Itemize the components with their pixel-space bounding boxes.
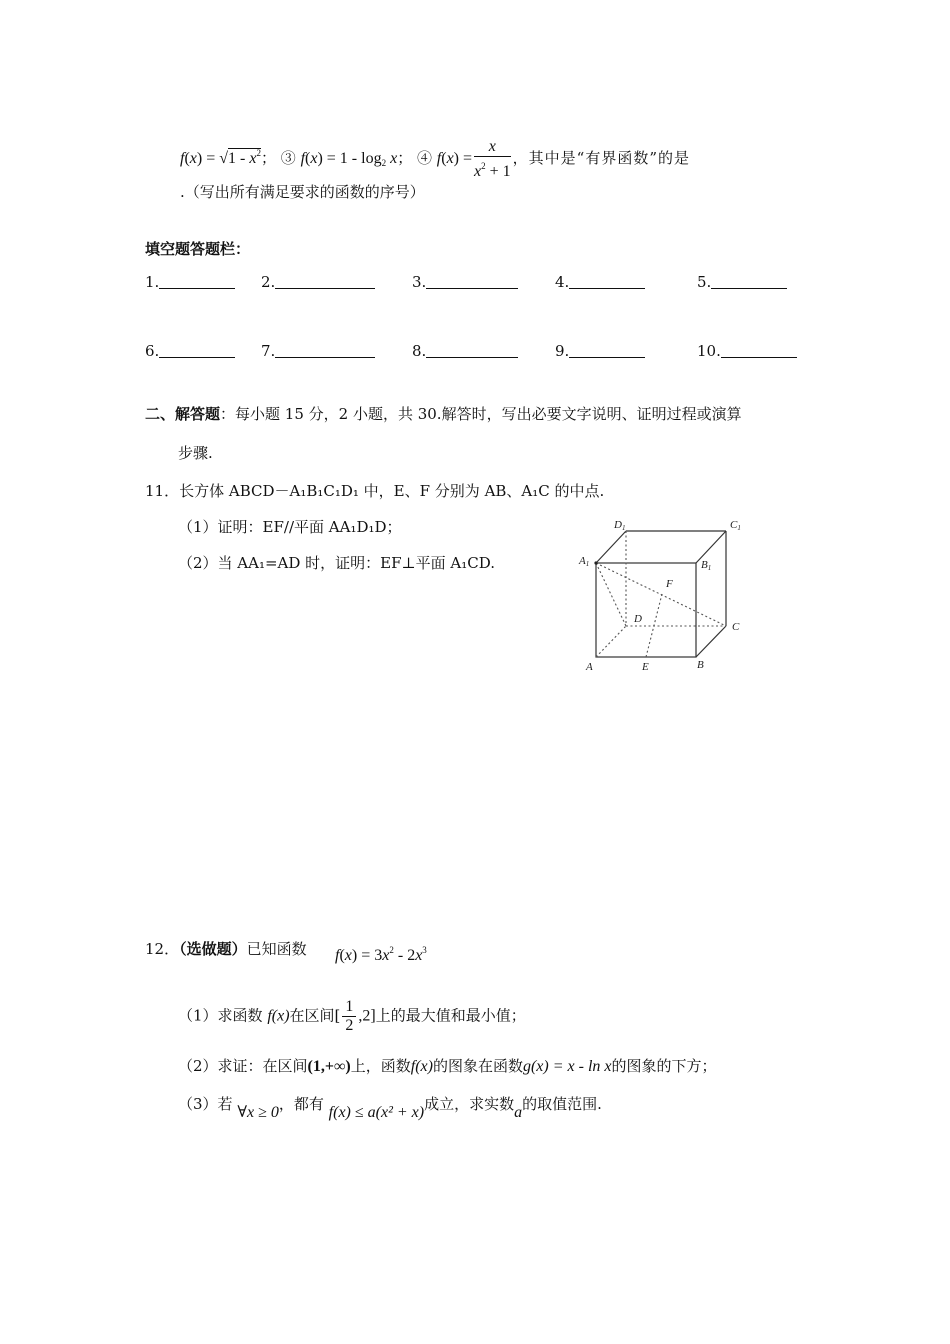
label-D: D: [634, 613, 642, 625]
q12-part1-fx: f(x): [267, 1007, 290, 1025]
q12-part2: （2）求证：在区间(1,+∞)上，函数f(x)的图象在函数g(x) = x - ln x的图象的下方；: [178, 1057, 717, 1075]
section2-desc: ：每小题 15 分，2 小题，共 30.解答时，写出必要文字说明、证明过程或演算: [220, 405, 742, 423]
q11-number: 11．: [145, 482, 180, 500]
answer-slot-10[interactable]: 10.: [697, 342, 797, 360]
q11-stem: 长方体 ABCD－A₁B₁C₁D₁ 中，E、F 分别为 AB、A₁C 的中点.: [179, 482, 605, 500]
q12-interval: (1,+∞): [307, 1058, 351, 1075]
section2-heading: 二、解答题: [145, 405, 221, 423]
q12-stem: 已知函数: [246, 940, 307, 958]
section2-desc-line2: 步骤.: [178, 444, 213, 462]
q12-number: 12．: [145, 940, 180, 958]
label-C: C: [732, 621, 740, 633]
front-face: [596, 563, 696, 657]
label-C1: C1: [730, 519, 741, 532]
q12-condition: ∀x ≥ 0: [237, 1104, 279, 1121]
q11-stem-line: [145, 480, 604, 501]
answer-slot-4[interactable]: 4.: [555, 273, 645, 291]
q12-g-function: g(x) = x - ln x: [522, 1058, 612, 1075]
q12-function: $f(x) = 3x^2 - 2x^3$: [335, 945, 427, 964]
answer-slot-2[interactable]: 2.: [261, 273, 375, 291]
circled-3: ③: [280, 149, 296, 168]
label-B: B: [697, 659, 704, 671]
answer-slot-9[interactable]: 9.: [555, 342, 645, 360]
q12-tag: （选做题）: [179, 940, 247, 958]
answer-slot-1[interactable]: 1.: [145, 273, 235, 291]
answer-slot-7[interactable]: 7.: [261, 342, 375, 360]
answer-slot-3[interactable]: 3.: [412, 273, 518, 291]
top-line-2: .（写出所有满足要求的函数的序号）: [180, 183, 425, 201]
q12-inequality: f(x) ≤ a(x² + x): [328, 1104, 425, 1121]
label-D1: D1: [614, 519, 626, 532]
q12-stem-line: [145, 938, 307, 959]
top-line-1: [180, 138, 690, 181]
section2-heading-line: [145, 403, 742, 424]
q12-part1-fraction: $\frac{1}{2}$: [342, 998, 356, 1035]
answer-slot-8[interactable]: 8.: [412, 342, 518, 360]
label-E: E: [642, 661, 649, 673]
q11-part1: （1）证明：EF//平面 AA₁D₁D；: [178, 518, 402, 536]
top-tail-text: ，其中是“有界函数”的是: [512, 149, 691, 168]
label-B1: B1: [701, 559, 712, 572]
label-A: A: [586, 661, 593, 673]
answer-slot-5[interactable]: 5.: [697, 273, 787, 291]
q11-part2: （2）当 AA₁=AD 时，证明：EF⊥平面 A₁CD.: [178, 554, 496, 572]
separator: ；: [260, 149, 276, 168]
function-4: f(x) = $\frac{x}{x^2 + 1}$: [436, 138, 511, 180]
separator: ；: [397, 149, 413, 168]
cuboid-figure: [578, 512, 748, 677]
label-F: F: [666, 578, 673, 590]
label-A1: A1: [579, 555, 590, 568]
function-2: $f(x) = √1 - x^2$: [180, 148, 261, 168]
function-3: $f(x) = 1 - \log_2 x$: [300, 150, 398, 169]
q12-part3: （3）若 ∀x ≥ 0，都有 f(x) ≤ a(x² + x)成立，求实数a的取值范围.: [178, 1095, 602, 1121]
circled-4: ④: [416, 149, 432, 168]
answer-slot-6[interactable]: 6.: [145, 342, 235, 360]
answer-bar-title: 填空题答题栏：: [145, 240, 251, 258]
q12-part1: （1）求函数 f(x)在区间[ $\frac{1}{2}$ ,2]上的最大值和最小值；: [178, 998, 526, 1034]
